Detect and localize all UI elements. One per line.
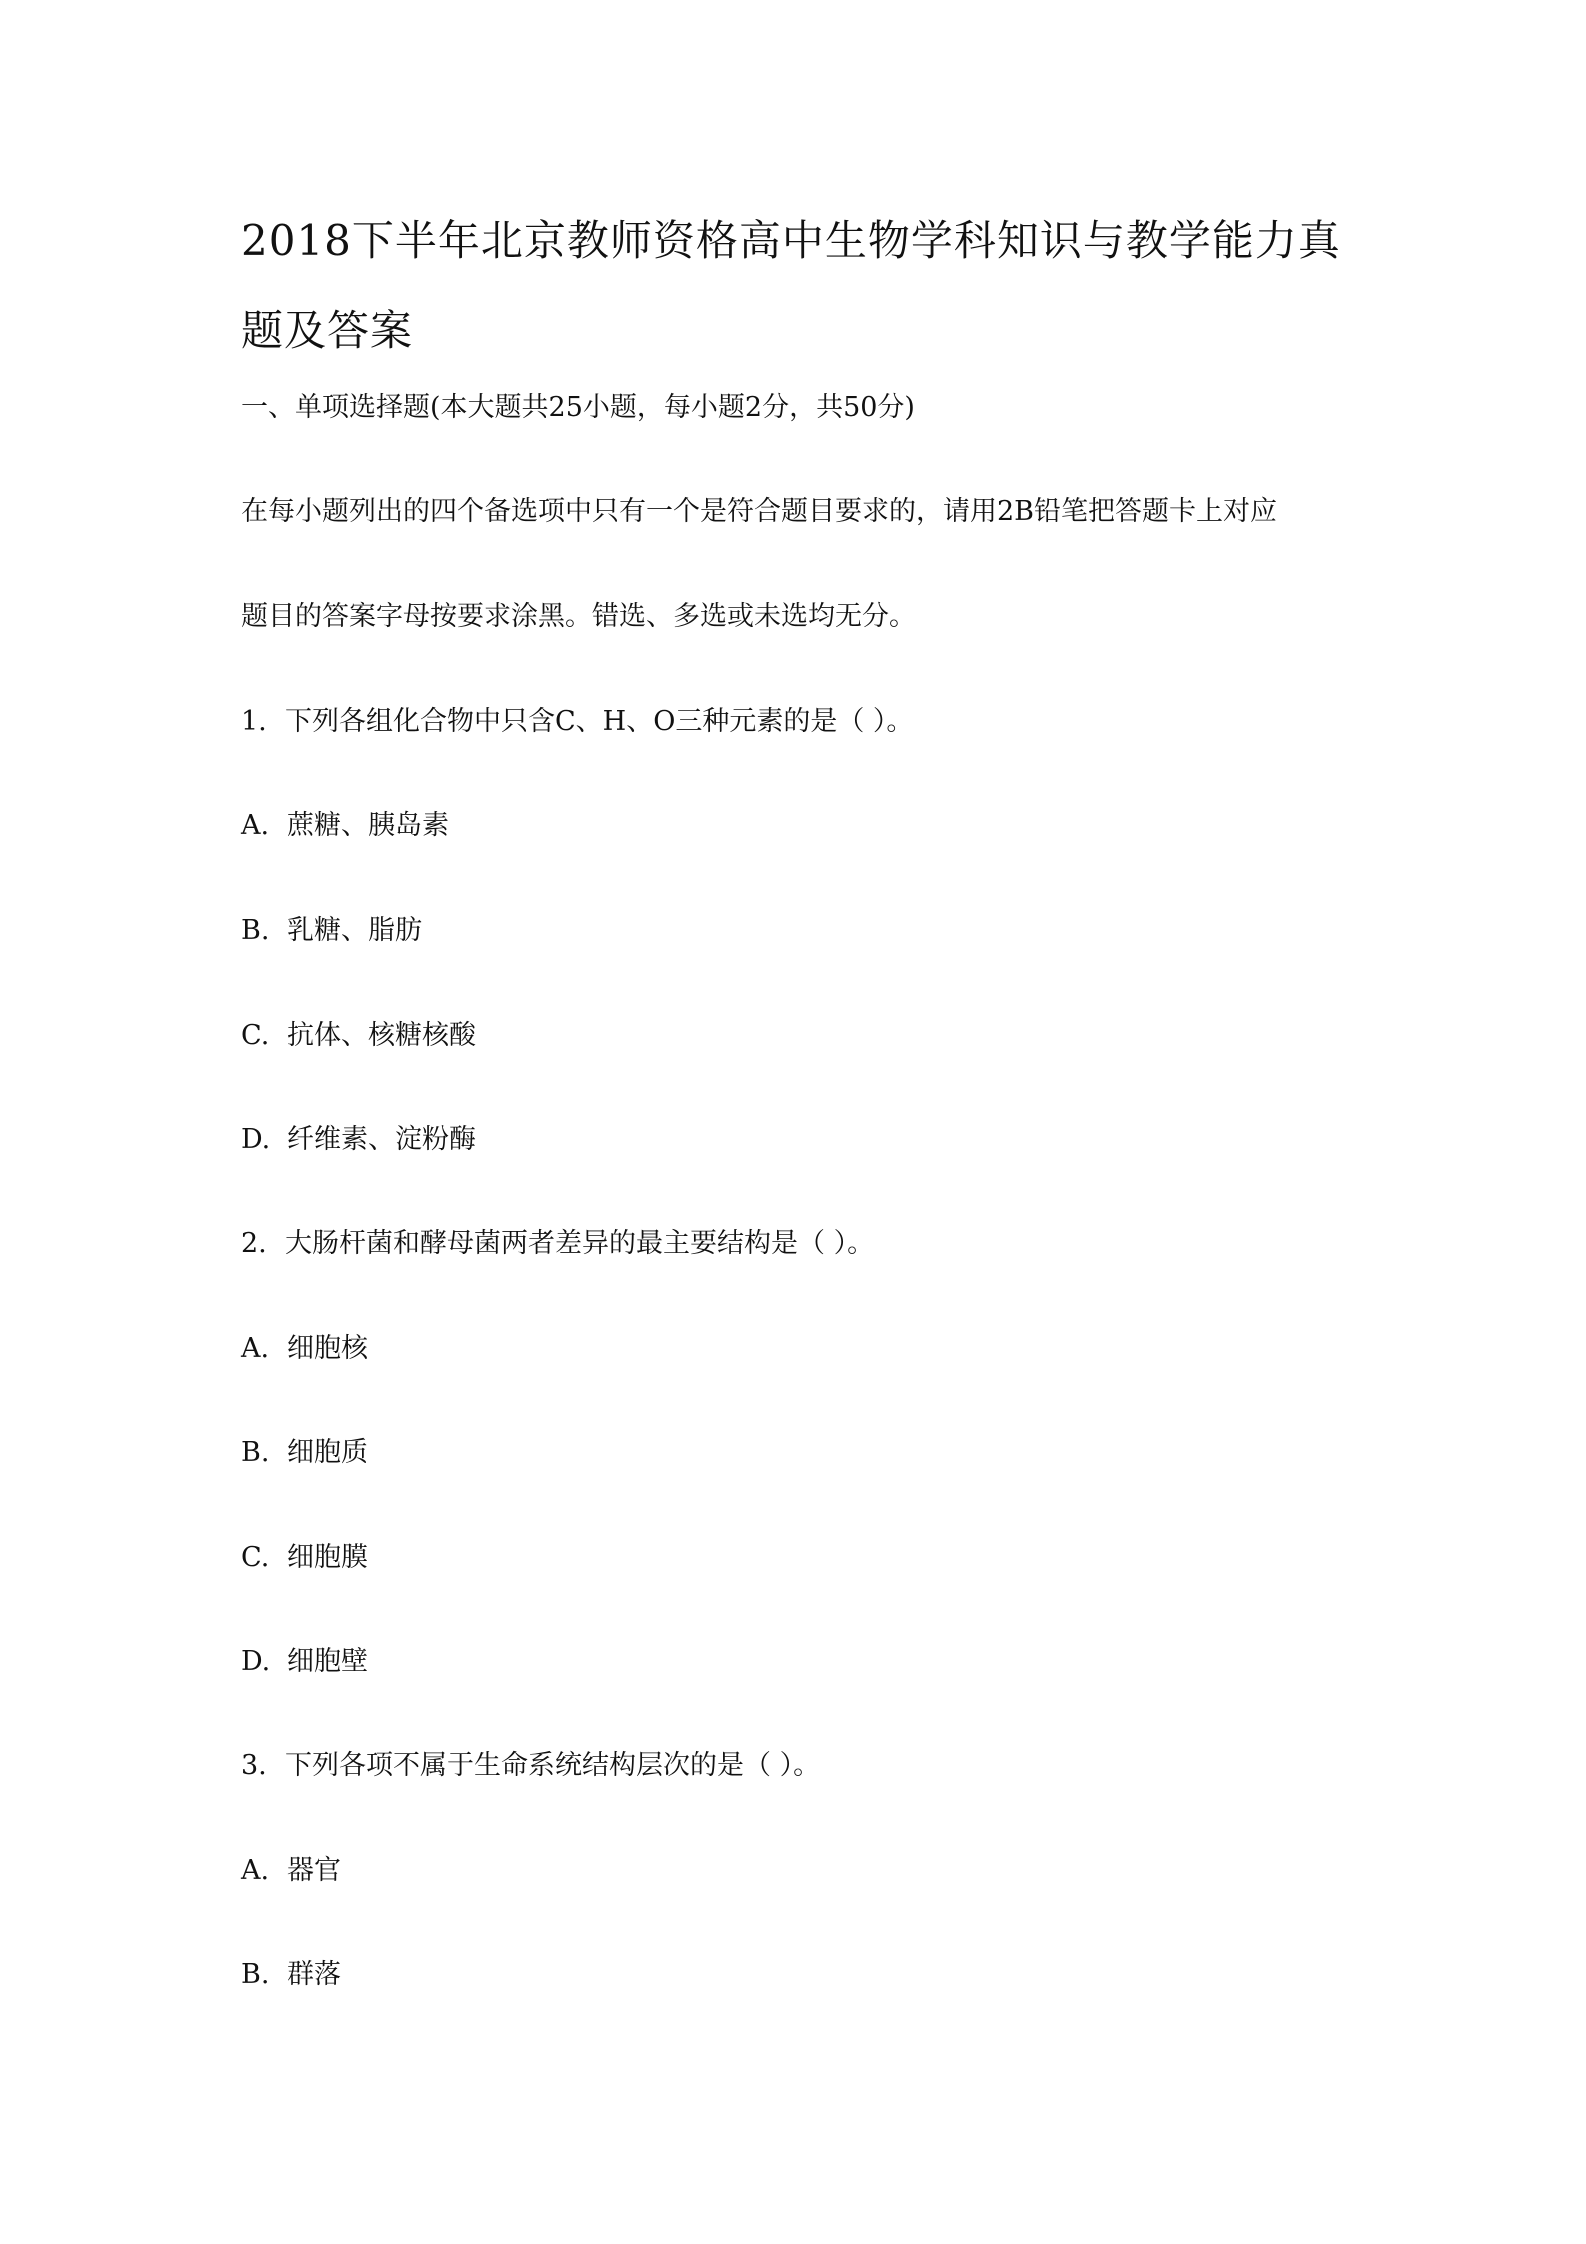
question-text: 下列各项不属于生命系统结构层次的是（ ）。 xyxy=(285,1750,821,1781)
option-letter: A. xyxy=(241,1333,270,1364)
question-number: 2. xyxy=(241,1228,267,1259)
question-2 xyxy=(241,1224,874,1264)
question-3-option-a xyxy=(241,1851,341,1891)
question-2-option-b xyxy=(241,1433,368,1473)
option-text: 细胞核 xyxy=(287,1333,368,1364)
option-letter: B. xyxy=(241,1959,270,1990)
option-text: 细胞壁 xyxy=(287,1646,368,1677)
question-1-option-c xyxy=(241,1016,476,1056)
option-text: 细胞质 xyxy=(287,1437,368,1468)
question-2-option-a xyxy=(241,1329,368,1369)
instruction-line-1: 在每小题列出的四个备选项中只有一个是符合题目要求的，请用2B铅笔把答题卡上对应 xyxy=(241,496,1278,527)
question-number: 3. xyxy=(241,1750,267,1781)
question-1 xyxy=(241,702,913,742)
section-heading: 一、单项选择题(本大题共25小题，每小题2分，共50分) xyxy=(241,392,915,423)
option-letter: A. xyxy=(241,1855,270,1886)
option-text: 器官 xyxy=(287,1855,341,1886)
question-1-option-d xyxy=(241,1120,476,1160)
option-letter: B. xyxy=(241,1437,270,1468)
question-text: 大肠杆菌和酵母菌两者差异的最主要结构是（ ）。 xyxy=(285,1228,875,1259)
option-text: 抗体、核糖核酸 xyxy=(287,1020,476,1051)
question-2-option-d xyxy=(241,1642,368,1682)
instruction-line-2: 题目的答案字母按要求涂黑。错选、多选或未选均无分。 xyxy=(241,601,916,632)
option-letter: D. xyxy=(241,1646,271,1677)
option-letter: B. xyxy=(241,915,270,946)
option-letter: A. xyxy=(241,810,270,841)
option-text: 蔗糖、胰岛素 xyxy=(287,810,449,841)
question-3-option-b xyxy=(241,1955,341,1995)
question-3 xyxy=(241,1746,820,1786)
option-letter: C. xyxy=(241,1020,270,1051)
question-text: 下列各组化合物中只含C、H、O三种元素的是（ ）。 xyxy=(285,706,914,737)
question-2-option-c xyxy=(241,1538,368,1578)
question-1-option-b xyxy=(241,911,422,951)
option-letter: D. xyxy=(241,1124,271,1155)
document-title: 2018下半年北京教师资格高中生物学科知识与教学能力真题及答案 xyxy=(241,216,1341,355)
question-1-option-a xyxy=(241,806,449,846)
option-text: 群落 xyxy=(287,1959,341,1990)
option-text: 乳糖、脂肪 xyxy=(287,915,422,946)
option-text: 纤维素、淀粉酶 xyxy=(287,1124,476,1155)
option-text: 细胞膜 xyxy=(287,1542,368,1573)
question-number: 1. xyxy=(241,706,267,737)
option-letter: C. xyxy=(241,1542,270,1573)
